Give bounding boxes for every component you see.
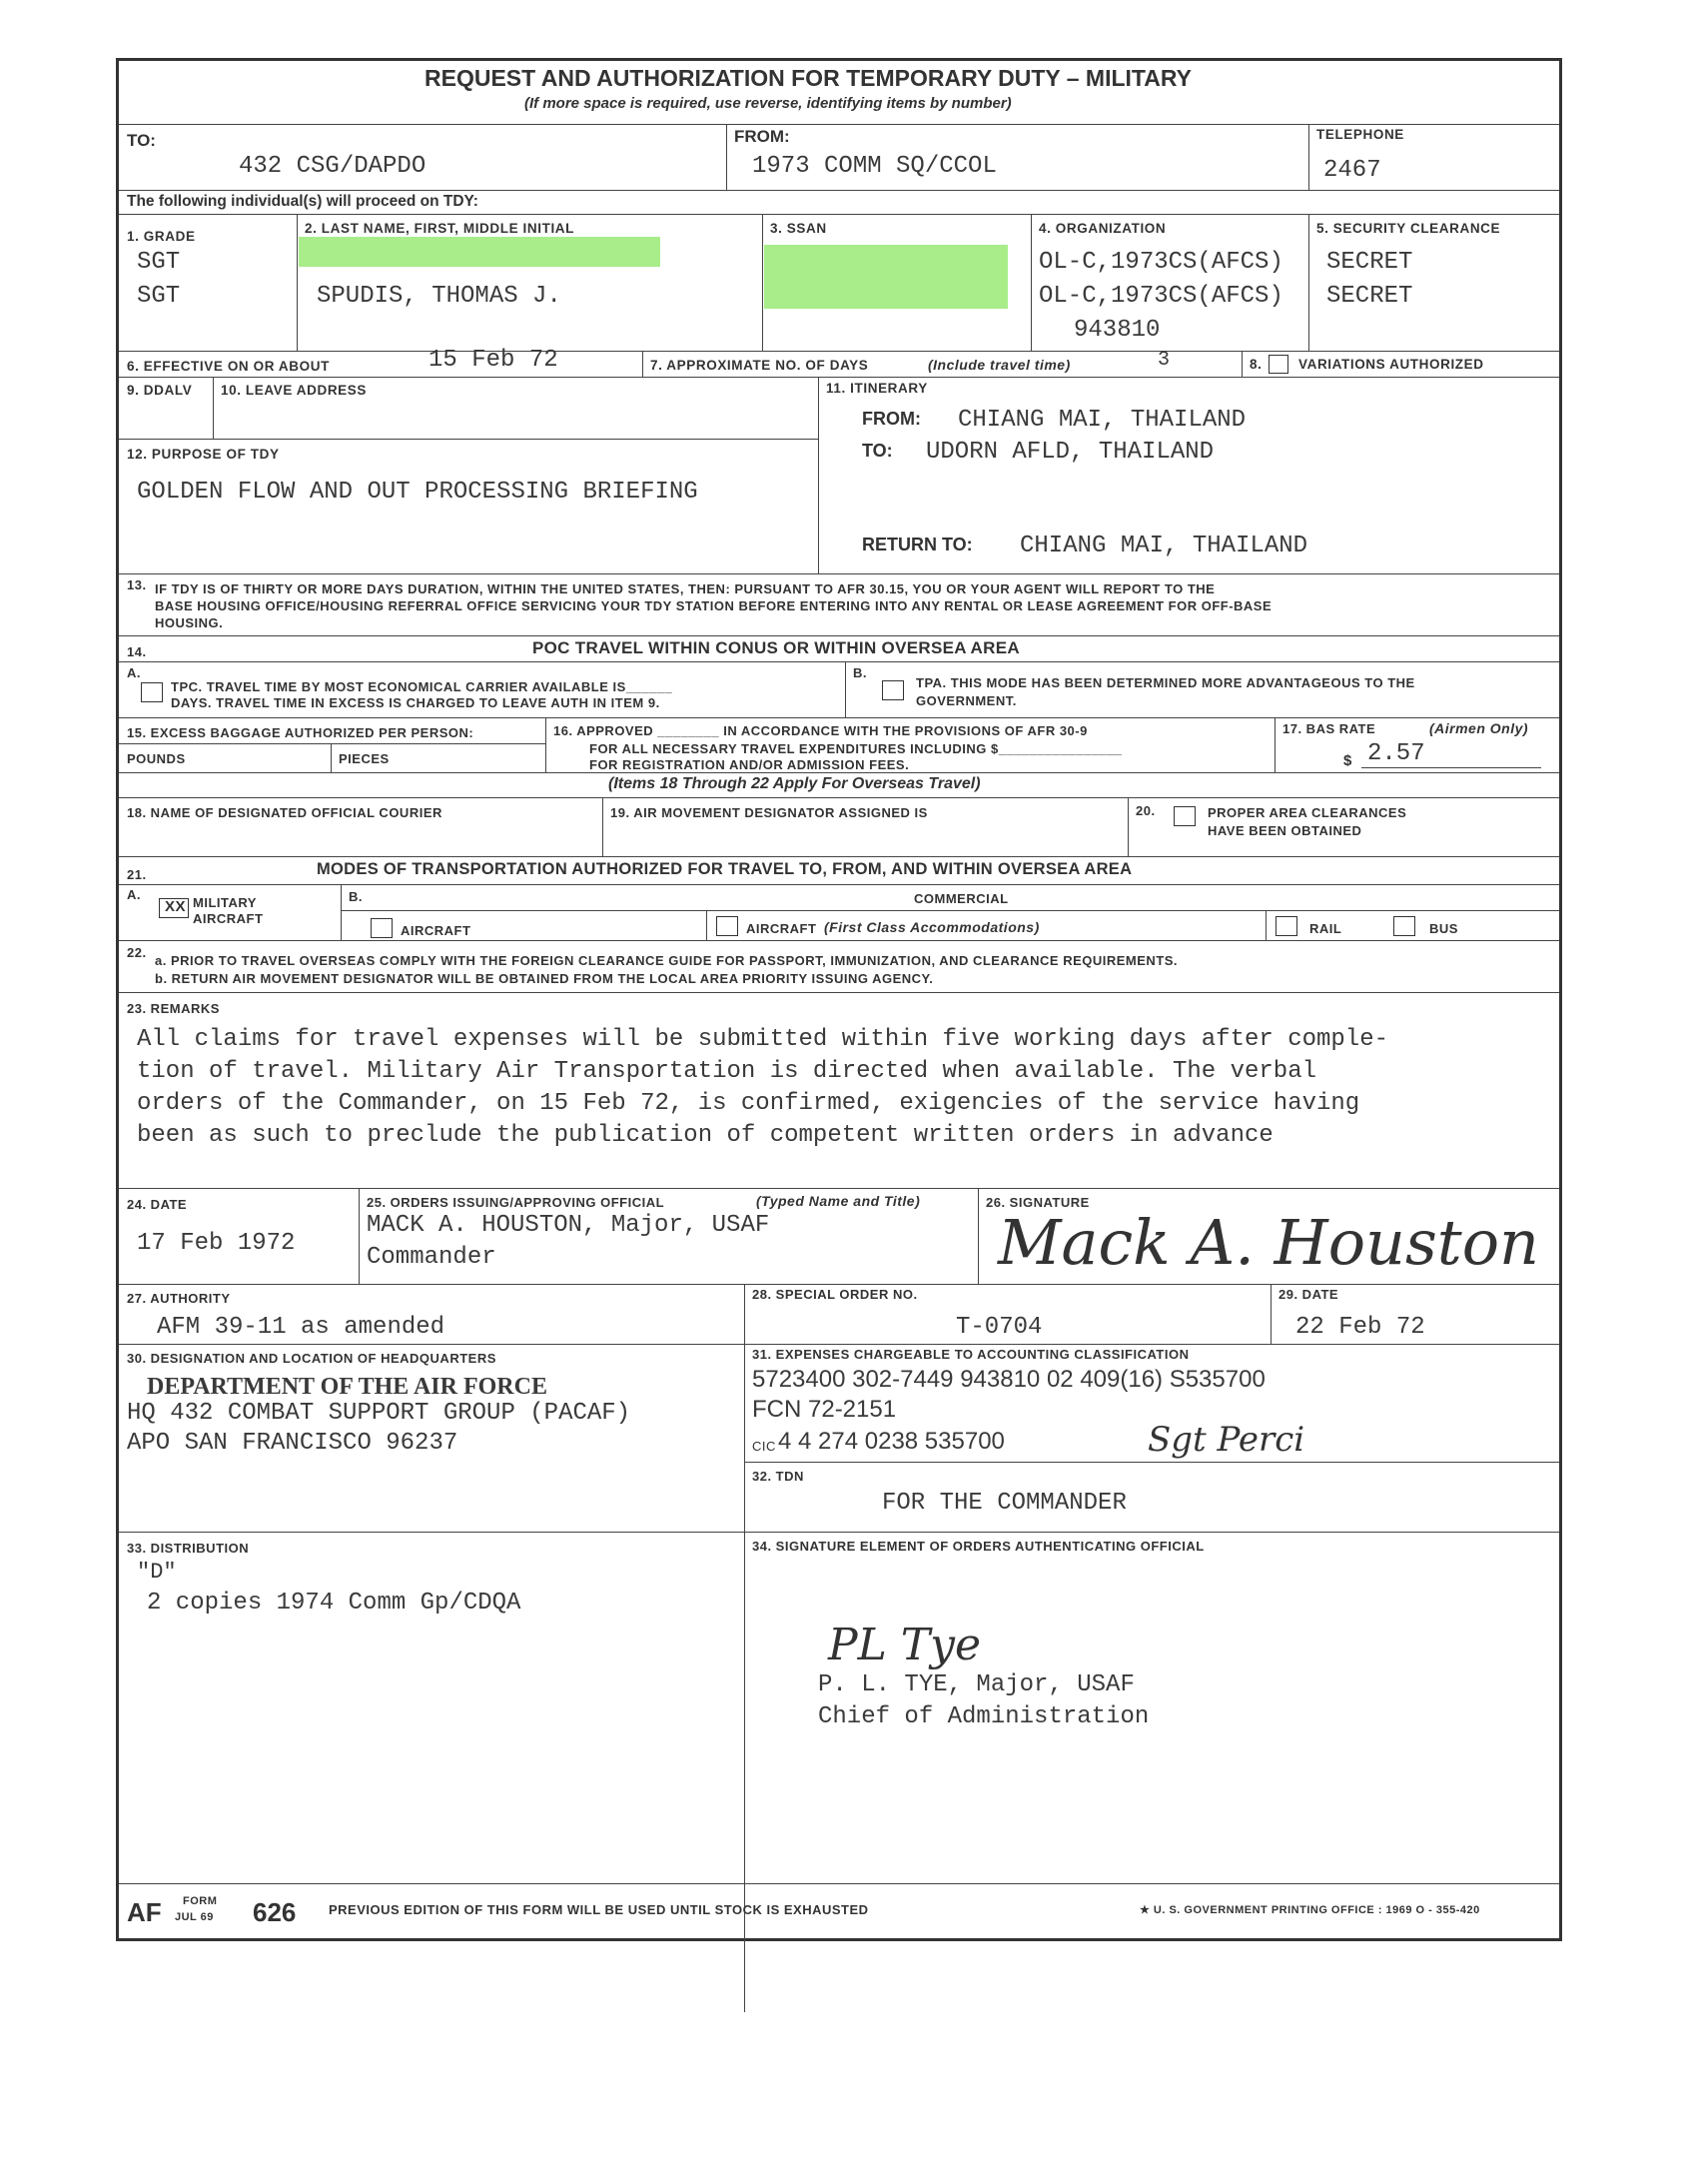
purpose-label: 12. PURPOSE OF TDY [127,447,280,462]
item30-label: 30. DESIGNATION AND LOCATION OF HEADQUARTERS [127,1351,496,1366]
commander-signature: Mack A. Houston [998,1206,1539,1279]
item26-label: 26. SIGNATURE [986,1195,1090,1210]
days-value: 3 [1158,349,1171,372]
item31-label: 31. EXPENSES CHARGEABLE TO ACCOUNTING CLASSIFICATION [752,1347,1190,1362]
aircraft-checkbox[interactable] [371,918,393,938]
item34-line1: P. L. TYE, Major, USAF [818,1671,1135,1698]
footer-form-number: 626 [253,1897,297,1927]
tdy-request-form [116,58,1562,1941]
grade-1: SGT [137,249,181,276]
aircraft-label: AIRCRAFT [401,923,471,938]
organization-label: 4. ORGANIZATION [1039,221,1167,236]
item28-value: T-0704 [956,1314,1043,1341]
pounds-label: POUNDS [127,751,186,766]
item21-num: 21. [127,867,147,882]
name-label: 2. LAST NAME, FIRST, MIDDLE INITIAL [305,221,574,236]
item13-line1: IF TDY IS OF THIRTY OR MORE DAYS DURATION, WITHIN THE UNITED STATES, THEN: PURSUANT TO AFR 30.15, YOU OR YOUR AGENT WILL REPORT TO THE [155,581,1216,596]
footer-form-word: FORM [183,1895,218,1907]
cic-label: CIC [752,1439,776,1454]
org-2: OL-C,1973CS(AFCS) [1039,283,1283,310]
item24-value: 17 Feb 1972 [137,1230,296,1257]
item30-line1: DEPARTMENT OF THE AIR FORCE [147,1374,547,1400]
item25-line1: MACK A. HOUSTON, Major, USAF [367,1212,770,1239]
item34-line2: Chief of Administration [818,1703,1150,1730]
remarks-line-3: orders of the Commander, on 15 Feb 72, is confirmed, exigencies of the service having [137,1090,1360,1117]
itinerary-return-label: RETURN TO: [862,535,973,554]
commercial-label: COMMERCIAL [914,891,1009,906]
days-label: 7. APPROXIMATE NO. OF DAYS [650,358,869,373]
grade-2: SGT [137,283,181,310]
itinerary-return: CHIANG MAI, THAILAND [1020,533,1308,559]
footer-af: AF [127,1897,162,1927]
item32-label: 32. TDN [752,1469,804,1484]
leave-address-label: 10. LEAVE ADDRESS [221,383,367,398]
itinerary-from-label: FROM: [862,409,921,429]
item17-currency: $ [1343,752,1352,769]
item18-label: 18. NAME OF DESIGNATED OFFICIAL COURIER [127,805,442,820]
item33-label: 33. DISTRIBUTION [127,1541,250,1556]
to-value: 432 CSG/DAPDO [239,153,426,180]
item19-label: 19. AIR MOVEMENT DESIGNATOR ASSIGNED IS [610,805,928,820]
bus-label: BUS [1429,921,1458,936]
item31-line1: 5723400 302-7449 943810 02 409(16) S535700 [752,1366,1266,1393]
aircraft-first-label: AIRCRAFT [746,921,817,936]
tpa-line1: TPA. THIS MODE HAS BEEN DETERMINED MORE ADVANTAGEOUS TO THE [916,675,1415,690]
variations-label: VARIATIONS AUTHORIZED [1298,357,1484,372]
remarks-line-4: been as such to preclude the publication of competent written orders in advance [137,1122,1274,1149]
remarks-label: 23. REMARKS [127,1001,220,1016]
item22-a: a. PRIOR TO TRAVEL OVERSEAS COMPLY WITH THE FOREIGN CLEARANCE GUIDE FOR PASSPORT, IMMUNIZATION, AND CLEARANCE REQUIREMENTS. [155,953,1179,968]
tpc-checkbox[interactable] [141,682,163,702]
item29-label: 29. DATE [1278,1287,1339,1302]
item33-line1: "D" [137,1560,177,1585]
itinerary-from: CHIANG MAI, THAILAND [958,407,1247,434]
item30-line2: HQ 432 COMBAT SUPPORT GROUP (PACAF) [127,1400,631,1427]
org-extra: 943810 [1074,317,1161,344]
footer-gpo: ★ U. S. GOVERNMENT PRINTING OFFICE : 1969 O - 355-420 [1140,1904,1480,1916]
form-title: REQUEST AND AUTHORIZATION FOR TEMPORARY DUTY – MILITARY [424,65,1192,91]
tpc-line1: TPC. TRAVEL TIME BY MOST ECONOMICAL CARRIER AVAILABLE IS______ [171,679,673,694]
cic-value: 4 4 274 0238 535700 [778,1428,1005,1455]
item27-label: 27. AUTHORITY [127,1291,231,1306]
aircraft-first-class-checkbox[interactable] [716,916,738,936]
item16-line3: FOR REGISTRATION AND/OR ADMISSION FEES. [589,757,910,772]
item14-a-label: A. [127,665,141,680]
tpc-line2: DAYS. TRAVEL TIME IN EXCESS IS CHARGED TO LEAVE AUTH IN ITEM 9. [171,695,660,710]
item22-num: 22. [127,945,147,960]
item21-a-label: A. [127,887,141,902]
military-line1: MILITARY [193,895,257,910]
item28-label: 28. SPECIAL ORDER NO. [752,1287,918,1302]
item13-num: 13. [127,577,147,592]
first-class-note: (First Class Accommodations) [824,919,1040,935]
item20-line2: HAVE BEEN OBTAINED [1208,823,1362,838]
item32-value: FOR THE COMMANDER [882,1490,1127,1517]
item13-line3: HOUSING. [155,615,224,630]
item21-title: MODES OF TRANSPORTATION AUTHORIZED FOR TRAVEL TO, FROM, AND WITHIN OVERSEA AREA [317,860,1133,878]
item21-b-label: B. [349,889,363,904]
tpa-checkbox[interactable] [882,680,904,700]
item29-value: 22 Feb 72 [1295,1314,1425,1341]
item14-title: POC TRAVEL WITHIN CONUS OR WITHIN OVERSEA AREA [532,638,1020,657]
telephone-value: 2467 [1323,157,1381,184]
clearance-label: 5. SECURITY CLEARANCE [1316,221,1501,236]
item14-b-label: B. [853,665,867,680]
item17-value: 2.57 [1367,740,1425,767]
authenticating-signature: PL Tye [828,1620,982,1670]
item27-value: AFM 39-11 as amended [157,1314,445,1341]
item24-label: 24. DATE [127,1197,188,1212]
effective-value: 15 Feb 72 [428,347,558,374]
tpa-line2: GOVERNMENT. [916,693,1017,708]
item33-line2: 2 copies 1974 Comm Gp/CDQA [147,1590,521,1617]
item25-note: (Typed Name and Title) [756,1193,921,1209]
clearances-checkbox[interactable] [1174,806,1196,826]
itinerary-to: UDORN AFLD, THAILAND [926,439,1215,466]
to-label: TO: [127,131,156,150]
item20-num: 20. [1136,803,1156,818]
rail-label: RAIL [1309,921,1342,936]
grade-label: 1. GRADE [127,229,196,244]
ssan-label: 3. SSAN [770,221,827,236]
remarks-line-1: All claims for travel expenses will be submitted within five working days after comple- [137,1026,1389,1053]
variations-checkbox[interactable] [1269,355,1288,374]
item16-line1: 16. APPROVED ________ IN ACCORDANCE WITH THE PROVISIONS OF AFR 30-9 [553,723,1088,738]
remarks-line-2: tion of travel. Military Air Transportation is directed when available. The verbal [137,1058,1316,1085]
days-note: (Include travel time) [928,357,1071,373]
pieces-label: PIECES [339,751,390,766]
effective-label: 6. EFFECTIVE ON OR ABOUT [127,359,330,374]
from-label: FROM: [734,127,790,146]
item20-line1: PROPER AREA CLEARANCES [1208,805,1407,820]
item15-label: 15. EXCESS BAGGAGE AUTHORIZED PER PERSON: [127,725,474,740]
itinerary-to-label: TO: [862,441,893,461]
overseas-note: (Items 18 Through 22 Apply For Overseas Travel) [608,775,981,792]
clearance-2: SECRET [1326,283,1413,310]
clearance-1: SECRET [1326,249,1413,276]
item25-label: 25. ORDERS ISSUING/APPROVING OFFICIAL [367,1195,665,1210]
item16-line2: FOR ALL NECESSARY TRAVEL EXPENDITURES INCLUDING $________________ [589,741,1123,756]
from-value: 1973 COMM SQ/CCOL [752,153,997,180]
item31-line2: FCN 72-2151 [752,1396,897,1423]
accounting-initials: Sgt Perci [1148,1420,1305,1460]
item13-line2: BASE HOUSING OFFICE/HOUSING REFERRAL OFFICE SERVICING YOUR TDY STATION BEFORE ENTERING INTO ANY RENTAL OR LEASE AGREEMENT FOR OFF-BASE [155,598,1273,613]
item17-note: (Airmen Only) [1429,720,1529,736]
item17-label: 17. BAS RATE [1282,721,1376,736]
item22-b: b. RETURN AIR MOVEMENT DESIGNATOR WILL BE OBTAINED FROM THE LOCAL AREA PRIORITY ISSUING AGENCY. [155,971,934,986]
ddalv-label: 9. DDALV [127,383,193,398]
rail-checkbox[interactable] [1275,916,1297,936]
purpose-value: GOLDEN FLOW AND OUT PROCESSING BRIEFING [137,479,698,506]
item34-label: 34. SIGNATURE ELEMENT OF ORDERS AUTHENTICATING OFFICIAL [752,1539,1205,1554]
itinerary-label: 11. ITINERARY [826,381,928,396]
org-1: OL-C,1973CS(AFCS) [1039,249,1283,276]
name-2: SPUDIS, THOMAS J. [317,283,561,310]
name-redaction [299,237,660,267]
form-subtitle: (If more space is required, use reverse, identifying items by number) [524,95,1012,112]
item25-line2: Commander [367,1244,496,1271]
item14-num: 14. [127,644,147,659]
ssan-redaction [764,245,1008,309]
military-aircraft-mark: XX [165,898,187,915]
footer-previous-edition: PREVIOUS EDITION OF THIS FORM WILL BE USED UNTIL STOCK IS EXHAUSTED [329,1902,869,1917]
item30-line3: APO SAN FRANCISCO 96237 [127,1430,458,1457]
variations-num: 8. [1250,357,1263,372]
military-line2: AIRCRAFT [193,911,264,926]
proceed-text: The following individual(s) will proceed on TDY: [127,193,478,210]
telephone-label: TELEPHONE [1316,127,1404,142]
bus-checkbox[interactable] [1393,916,1415,936]
footer-form-date: JUL 69 [175,1911,214,1923]
